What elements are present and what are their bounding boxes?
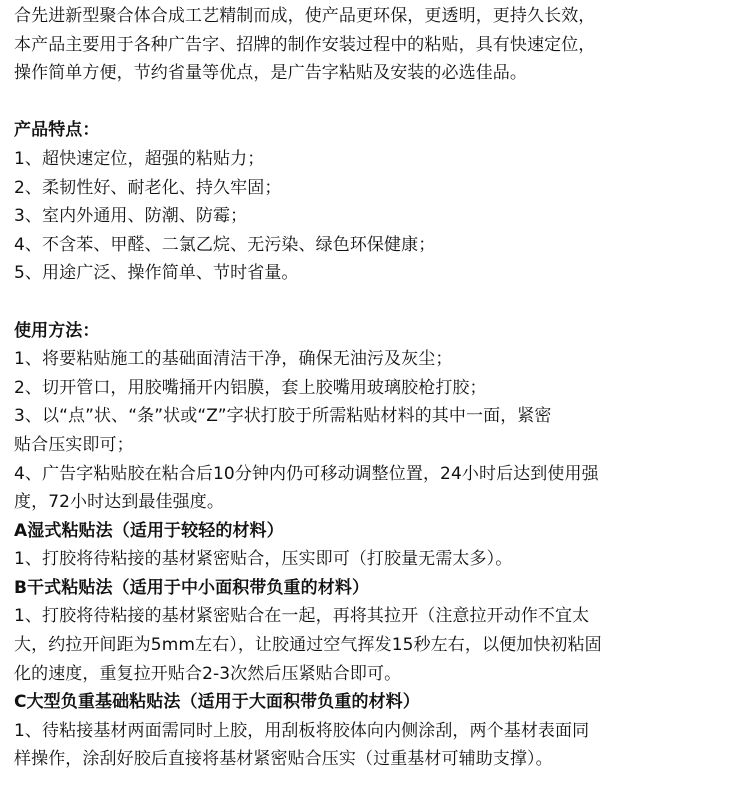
method-c-heading: C大型负重基础粘贴法（适用于大面积带负重的材料） [14, 692, 420, 713]
feature-item: 3、室内外通用、防潮、防霉； [14, 206, 248, 227]
product-description [14, 2, 730, 774]
section-spacer [14, 88, 730, 117]
usage-line: 贴合压实即可； [14, 434, 134, 455]
method-b-line: 1、打胶将待粘接的基材紧密贴合在一起，再将其拉开（注意拉开动作不宜太 [14, 606, 590, 627]
intro-paragraph [14, 2, 730, 88]
method-b-line: 化的速度，重复拉开贴合2-3次然后压紧贴合即可。 [14, 663, 402, 684]
method-b-line: 大，约拉开间距为5mm左右），让胶通过空气挥发15秒左右，以便加快初粘固 [14, 635, 602, 656]
feature-item: 2、柔韧性好、耐老化、持久牢固； [14, 177, 282, 198]
feature-item: 4、不含苯、甲醛、二氯乙烷、无污染、绿色环保健康； [14, 234, 436, 255]
usage-section [14, 317, 730, 517]
method-b-section [14, 574, 730, 688]
usage-line: 4、广告字粘贴胶在粘合后10分钟内仍可移动调整位置，24小时后达到使用强 [14, 463, 599, 484]
intro-line: 合先进新型聚合体合成工艺精制而成，使产品更环保，更透明，更持久长效， [14, 6, 596, 26]
usage-line: 3、以“点”状、“条”状或“Z”字状打胶于所需粘贴材料的其中一面，紧密 [14, 406, 552, 427]
intro-line: 操作简单方便，节约省量等优点，是广告字粘贴及安装的必选佳品。 [14, 63, 527, 84]
usage-line: 度，72小时达到最佳强度。 [14, 492, 224, 513]
feature-item: 5、用途广泛、操作简单、节时省量。 [14, 263, 299, 284]
section-spacer [14, 288, 730, 317]
features-heading: 产品特点： [14, 120, 100, 141]
method-b-heading: B干式粘贴法（适用于中小面积带负重的材料） [14, 577, 370, 598]
features-section [14, 116, 730, 288]
method-c-line: 样操作，涂刮好胶后直接将基材紧密贴合压实（过重基材可辅助支撑）。 [14, 749, 553, 770]
method-c-line: 1、待粘接基材两面需同时上胶，用刮板将胶体向内侧涂刮，两个基材表面同 [14, 720, 590, 741]
usage-line: 2、切开管口，用胶嘴捅开内铝膜，套上胶嘴用玻璃胶枪打胶； [14, 377, 487, 398]
intro-line: 本产品主要用于各种广告字、招牌的制作安装过程中的粘贴，具有快速定位， [14, 34, 596, 55]
method-c-section [14, 688, 730, 774]
method-a-section [14, 517, 730, 574]
usage-heading: 使用方法： [14, 320, 100, 341]
usage-line: 1、将要粘贴施工的基础面清洁干净，确保无油污及灰尘； [14, 349, 453, 370]
method-a-line: 1、打胶将待粘接的基材紧密贴合，压实即可（打胶量无需太多）。 [14, 549, 513, 570]
method-a-heading: A湿式粘贴法（适用于较轻的材料） [14, 520, 284, 541]
feature-item: 1、超快速定位，超强的粘贴力； [14, 148, 265, 169]
